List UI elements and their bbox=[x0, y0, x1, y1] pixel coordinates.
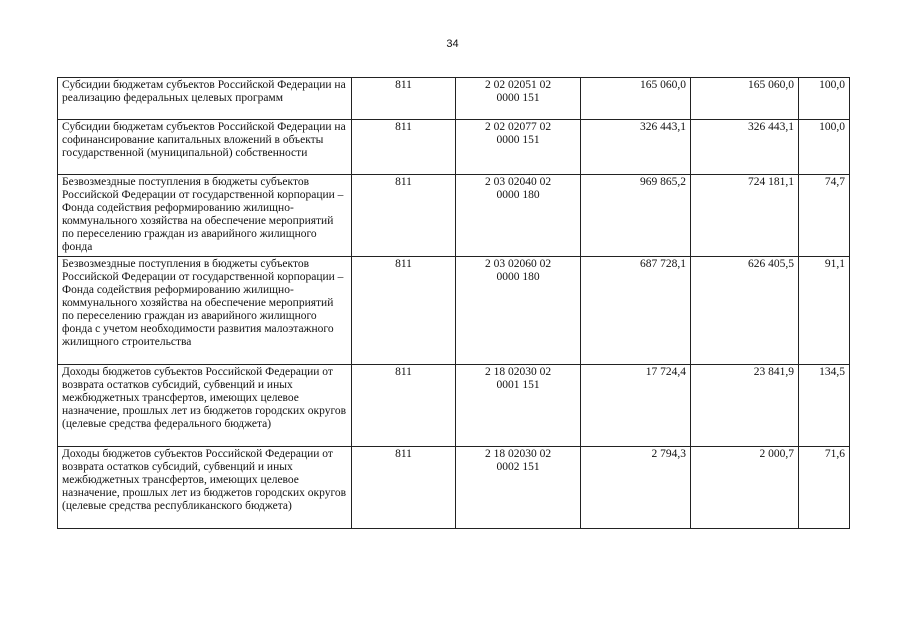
table-row bbox=[58, 120, 850, 175]
income-name-cell: Безвозмездные поступления в бюджеты субъектов Российской Федерации от государственной корпорации – Фонда содействия реформированию жилищно-коммунального хозяйства на обеспечение мероприятий по переселению граждан из аварийного жилищного фонда bbox=[58, 175, 352, 257]
budget-code-cell: 2 18 02030 02 0001 151 bbox=[456, 365, 581, 447]
page-number: 34 bbox=[446, 38, 459, 50]
plan-amount-cell: 165 060,0 bbox=[581, 78, 691, 120]
budget-code-cell: 2 03 02040 02 0000 180 bbox=[456, 175, 581, 257]
admin-code-cell: 811 bbox=[352, 175, 456, 257]
percent-cell: 74,7 bbox=[799, 175, 850, 257]
revenue-table bbox=[57, 77, 850, 529]
plan-amount-cell: 687 728,1 bbox=[581, 257, 691, 365]
percent-cell: 100,0 bbox=[799, 78, 850, 120]
income-name-cell: Безвозмездные поступления в бюджеты субъектов Российской Федерации от государственной корпорации – Фонда содействия реформированию жилищно-коммунального хозяйства на обеспечение мероприятий по переселению граждан из аварийного жилищного фонда с учетом необходимости развития малоэтажного жилищного строительства bbox=[58, 257, 352, 365]
income-name-cell: Субсидии бюджетам субъектов Российской Федерации на реализацию федеральных целевых программ bbox=[58, 78, 352, 120]
admin-code-cell: 811 bbox=[352, 257, 456, 365]
percent-cell: 91,1 bbox=[799, 257, 850, 365]
percent-cell: 134,5 bbox=[799, 365, 850, 447]
actual-amount-cell: 2 000,7 bbox=[691, 447, 799, 529]
table-row bbox=[58, 175, 850, 257]
income-name-cell: Субсидии бюджетам субъектов Российской Федерации на софинансирование капитальных вложений в объекты государственной (муниципальной) собственности bbox=[58, 120, 352, 175]
budget-code-cell: 2 02 02051 02 0000 151 bbox=[456, 78, 581, 120]
actual-amount-cell: 626 405,5 bbox=[691, 257, 799, 365]
plan-amount-cell: 2 794,3 bbox=[581, 447, 691, 529]
actual-amount-cell: 165 060,0 bbox=[691, 78, 799, 120]
budget-code-cell: 2 03 02060 02 0000 180 bbox=[456, 257, 581, 365]
plan-amount-cell: 969 865,2 bbox=[581, 175, 691, 257]
table-row bbox=[58, 447, 850, 529]
budget-code-cell: 2 18 02030 02 0002 151 bbox=[456, 447, 581, 529]
income-name-cell: Доходы бюджетов субъектов Российской Федерации от возврата остатков субсидий, субвенций и иных межбюджетных трансфертов, имеющих целевое назначение, прошлых лет из бюджетов городских округов (целевые средства республиканского бюджета) bbox=[58, 447, 352, 529]
income-name-cell: Доходы бюджетов субъектов Российской Федерации от возврата остатков субсидий, субвенций и иных межбюджетных трансфертов, имеющих целевое назначение, прошлых лет из бюджетов городских округов (целевые средства федерального бюджета) bbox=[58, 365, 352, 447]
actual-amount-cell: 326 443,1 bbox=[691, 120, 799, 175]
admin-code-cell: 811 bbox=[352, 78, 456, 120]
percent-cell: 71,6 bbox=[799, 447, 850, 529]
table-row bbox=[58, 257, 850, 365]
admin-code-cell: 811 bbox=[352, 365, 456, 447]
budget-code-cell: 2 02 02077 02 0000 151 bbox=[456, 120, 581, 175]
table-row bbox=[58, 365, 850, 447]
plan-amount-cell: 326 443,1 bbox=[581, 120, 691, 175]
percent-cell: 100,0 bbox=[799, 120, 850, 175]
admin-code-cell: 811 bbox=[352, 120, 456, 175]
actual-amount-cell: 23 841,9 bbox=[691, 365, 799, 447]
table-row bbox=[58, 78, 850, 120]
plan-amount-cell: 17 724,4 bbox=[581, 365, 691, 447]
actual-amount-cell: 724 181,1 bbox=[691, 175, 799, 257]
admin-code-cell: 811 bbox=[352, 447, 456, 529]
